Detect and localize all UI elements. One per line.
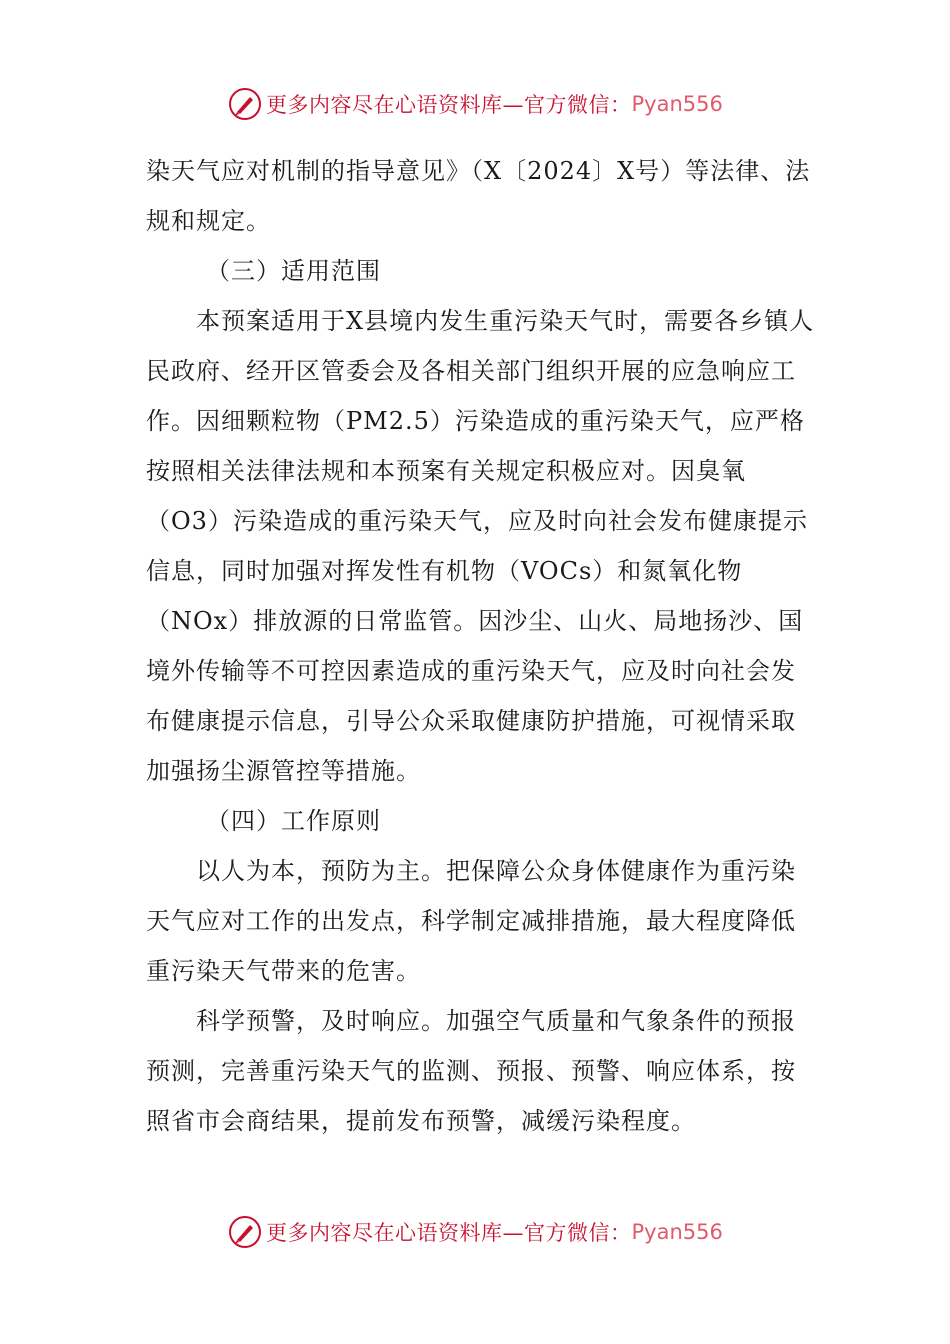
paragraph-scope: 本预案适用于X县境内发生重污染天气时，需要各乡镇人民政府、经开区管委会及各相关部门组织开展的应急响应工作。因细颗粒物（PM2.5）污染造成的重污染天气，应严格按照相关法律法规和本预案有关规定积极应对。因臭氧（O3）污染造成的重污染天气，应及时向社会发布健康提示信息，同时加强对挥发性有机物（VOCs）和氮氧化物（NOx）排放源的日常监管。因沙尘、山火、局地扬沙、国境外传输等不可控因素造成的重污染天气，应及时向社会发布健康提示信息，引导公众采取健康防护措施，可视情采取加强扬尘源管控等措施。 xyxy=(146,307,815,785)
watermark-header xyxy=(228,84,748,124)
document-body xyxy=(146,146,816,1146)
paragraph-principle-1: 以人为本，预防为主。把保障公众身体健康作为重污染天气应对工作的出发点，科学制定减排措施，最大程度降低重污染天气带来的危害。 xyxy=(146,857,796,985)
watermark-text: 更多内容尽在心语资料库—官方微信： xyxy=(266,1221,632,1245)
paragraph-continuation: 染天气应对机制的指导意见》（X〔2024〕X号）等法律、法规和规定。 xyxy=(146,157,811,235)
pen-logo-icon xyxy=(228,1215,262,1249)
section-heading-principles: （四）工作原则 xyxy=(206,807,381,835)
watermark-text: 更多内容尽在心语资料库—官方微信： xyxy=(266,93,632,117)
watermark-wechat: Pyan556 xyxy=(631,92,723,116)
watermark-wechat: Pyan556 xyxy=(631,1220,723,1244)
watermark-footer xyxy=(228,1212,748,1252)
section-heading-scope: （三）适用范围 xyxy=(206,257,381,285)
paragraph-principle-2: 科学预警，及时响应。加强空气质量和气象条件的预报预测，完善重污染天气的监测、预报、预警、响应体系，按照省市会商结果，提前发布预警，减缓污染程度。 xyxy=(146,1007,796,1135)
pen-logo-icon xyxy=(228,87,262,121)
